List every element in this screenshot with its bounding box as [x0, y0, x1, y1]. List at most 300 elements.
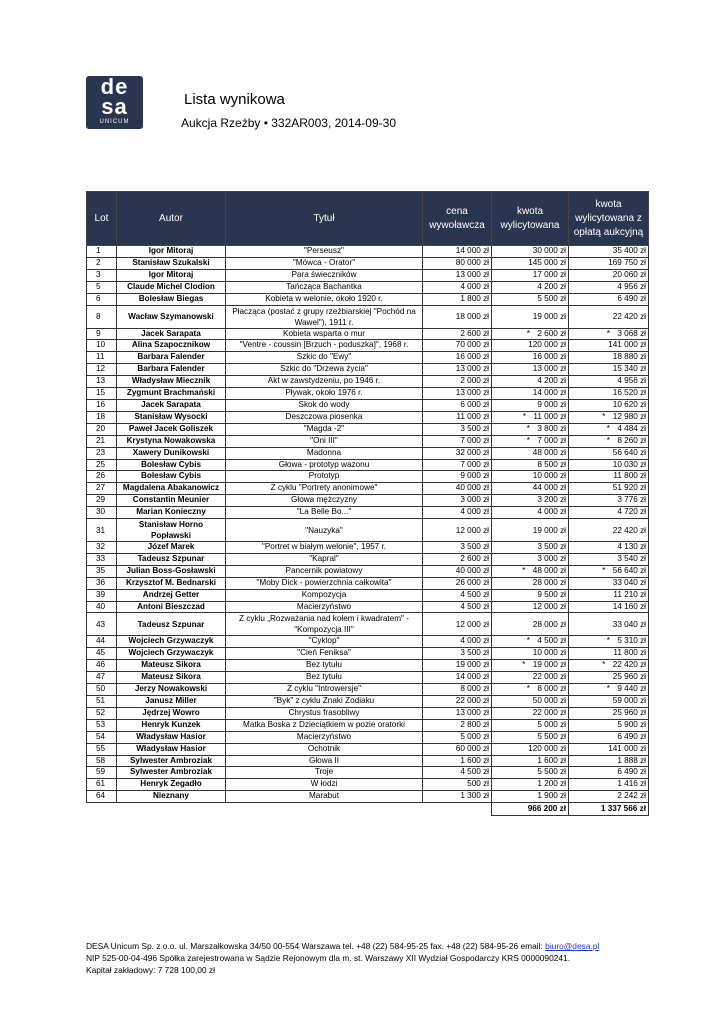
star-marker: [597, 619, 611, 630]
table-row: [87, 340, 649, 352]
star-marker: [597, 364, 611, 375]
star-marker: [597, 460, 611, 471]
cell-kwota: [492, 495, 569, 507]
star-marker: [601, 791, 615, 802]
cell-oplata-value: 4 484 zł: [617, 423, 646, 433]
cell-oplata-value: 10 620 zł: [612, 399, 646, 409]
cell-kwota-value: 22 000 zł: [532, 672, 566, 682]
cell-autor: Antoni Bieszczad: [117, 601, 226, 613]
cell-lot: 13: [87, 376, 117, 388]
cell-autor: Marian Konieczny: [117, 507, 226, 519]
cell-kwota: [492, 246, 569, 258]
star-marker: [521, 282, 535, 293]
cell-autor: Bolesław Cybis: [117, 471, 226, 483]
cell-autor: Igor Mitoraj: [117, 246, 226, 258]
table-row: [87, 553, 649, 565]
cell-kwota: [492, 553, 569, 565]
star-marker: [592, 744, 606, 755]
cell-oplata-value: 56 640 zł: [612, 447, 646, 457]
star-marker: [601, 767, 615, 778]
cell-tytul: Deszczowa piosenka: [226, 411, 423, 423]
cell-tytul: "Cień Feniksa": [226, 648, 423, 660]
star-marker: [601, 376, 615, 387]
email-link[interactable]: biuro@desa.pl: [545, 941, 600, 951]
cell-oplata-value: 3 068 zł: [617, 328, 646, 338]
cell-oplata: [569, 246, 649, 258]
cell-oplata: [569, 340, 649, 352]
star-marker: [597, 400, 611, 411]
cell-kwota: [492, 613, 569, 636]
table-row: [87, 364, 649, 376]
cell-cena: 14 000 zł: [423, 672, 492, 684]
logo-line-2: sa: [101, 94, 128, 119]
cell-oplata: [569, 565, 649, 577]
cell-kwota: [492, 376, 569, 388]
cell-kwota-value: 10 000 zł: [532, 471, 566, 481]
logo-line-3: UNICUM: [99, 119, 130, 125]
cell-autor: Henryk Zegadło: [117, 779, 226, 791]
desa-unicum-logo: [86, 76, 143, 129]
table-body: [87, 246, 649, 803]
cell-autor: Henryk Kunzek: [117, 719, 226, 731]
star-marker: *: [522, 565, 526, 575]
page-subtitle: Aukcja Rzeźby • 332AR003, 2014-09-30: [181, 116, 396, 130]
results-table: [86, 191, 649, 816]
cell-cena: 6 000 zł: [423, 399, 492, 411]
cell-oplata: [569, 577, 649, 589]
cell-oplata-value: 56 640 zł: [612, 565, 646, 575]
table-row: [87, 376, 649, 388]
cell-tytul: Skok do wody: [226, 399, 423, 411]
cell-lot: 39: [87, 589, 117, 601]
star-marker: [517, 246, 531, 257]
cell-kwota: [492, 684, 569, 696]
cell-oplata: [569, 364, 649, 376]
cell-cena: 70 000 zł: [423, 340, 492, 352]
cell-tytul: "Portret w białym welonie", 1957 r.: [226, 542, 423, 554]
cell-lot: 53: [87, 719, 117, 731]
cell-oplata: [569, 660, 649, 672]
cell-cena: 4 000 zł: [423, 281, 492, 293]
cell-kwota-value: 19 000 zł: [532, 660, 566, 670]
cell-kwota-value: 3 200 zł: [537, 495, 566, 505]
cell-kwota-value: 4 000 zł: [537, 507, 566, 517]
cell-kwota: [492, 447, 569, 459]
star-marker: *: [606, 328, 610, 338]
cell-autor: Zygmunt Brachmański: [117, 388, 226, 400]
cell-tytul: W łodzi: [226, 779, 423, 791]
cell-oplata: [569, 755, 649, 767]
cell-autor: Sylwester Ambroziak: [117, 767, 226, 779]
cell-lot: 51: [87, 696, 117, 708]
star-marker: [597, 483, 611, 494]
cell-autor: Wacław Szymanowski: [117, 305, 226, 328]
star-marker: [512, 744, 526, 755]
cell-lot: 59: [87, 767, 117, 779]
star-marker: *: [602, 660, 606, 670]
cell-autor: Magdalena Abakanowicz: [117, 483, 226, 495]
cell-cena: 4 500 zł: [423, 767, 492, 779]
star-marker: [517, 483, 531, 494]
cell-kwota: [492, 660, 569, 672]
cell-oplata: [569, 257, 649, 269]
cell-oplata-value: 6 490 zł: [617, 767, 646, 777]
star-marker: *: [526, 435, 530, 445]
cell-lot: 29: [87, 495, 117, 507]
cell-oplata-value: 33 040 zł: [612, 577, 646, 587]
star-marker: *: [606, 423, 610, 433]
cell-kwota: [492, 601, 569, 613]
cell-tytul: "Moby Dick - powierzchnia całkowita": [226, 577, 423, 589]
cell-tytul: "La Belle Bo...": [226, 507, 423, 519]
cell-kwota: [492, 743, 569, 755]
star-marker: [517, 578, 531, 589]
star-marker: [517, 448, 531, 459]
cell-lot: 21: [87, 435, 117, 447]
cell-tytul: Prototyp: [226, 471, 423, 483]
cell-tytul: Marabut: [226, 791, 423, 803]
cell-autor: Władysław Hasior: [117, 731, 226, 743]
table-header-row: [87, 192, 649, 246]
cell-oplata: [569, 636, 649, 648]
cell-cena: 3 500 zł: [423, 648, 492, 660]
table-row: [87, 459, 649, 471]
total-oplata: 1 337 566 zł: [569, 803, 649, 816]
star-marker: [521, 720, 535, 731]
cell-cena: 2 800 zł: [423, 719, 492, 731]
cell-cena: 3 500 zł: [423, 423, 492, 435]
cell-kwota-value: 11 000 zł: [533, 411, 566, 421]
cell-kwota: [492, 483, 569, 495]
cell-kwota: [492, 648, 569, 660]
table-row: [87, 707, 649, 719]
cell-tytul: Bez tytułu: [226, 660, 423, 672]
table-row: [87, 767, 649, 779]
cell-kwota-value: 4 200 zł: [537, 376, 566, 386]
cell-tytul: Tańcząca Bachantka: [226, 281, 423, 293]
star-marker: *: [526, 328, 530, 338]
cell-tytul: Matka Boska z Dzieciątkiem w pozie oratorki: [226, 719, 423, 731]
cell-lot: 16: [87, 399, 117, 411]
totals-row: [87, 803, 649, 816]
table-row: [87, 388, 649, 400]
cell-oplata: [569, 507, 649, 519]
cell-autor: Jacek Sarapata: [117, 328, 226, 340]
cell-autor: Bolesław Cybis: [117, 459, 226, 471]
cell-lot: 35: [87, 565, 117, 577]
cell-kwota-value: 2 600 zł: [537, 328, 566, 338]
cell-oplata: [569, 388, 649, 400]
table-row: [87, 779, 649, 791]
cell-autor: Julian Boss-Gosławski: [117, 565, 226, 577]
table-row: [87, 507, 649, 519]
star-marker: [597, 525, 611, 536]
cell-tytul: Kobieta w welonie, około 1920 r.: [226, 293, 423, 305]
cell-lot: 25: [87, 459, 117, 471]
cell-oplata-value: 141 000 zł: [608, 340, 646, 350]
table-row: [87, 305, 649, 328]
star-marker: [597, 388, 611, 399]
cell-cena: 13 000 zł: [423, 269, 492, 281]
cell-oplata-value: 5 310 zł: [617, 636, 646, 646]
cell-tytul: "Ventre - coussin [Brzuch - poduszka]", 1968 r.: [226, 340, 423, 352]
cell-lot: 52: [87, 707, 117, 719]
cell-oplata: [569, 269, 649, 281]
cell-lot: 36: [87, 577, 117, 589]
cell-oplata-value: 4 130 zł: [617, 542, 646, 552]
cell-autor: Władysław Miecznik: [117, 376, 226, 388]
column-header-kwota-z-oplata: kwota wylicytowana z opłatą aukcyjną: [569, 192, 649, 246]
cell-kwota: [492, 328, 569, 340]
cell-oplata-value: 25 960 zł: [612, 672, 646, 682]
star-marker: [517, 708, 531, 719]
cell-cena: 7 000 zł: [423, 459, 492, 471]
cell-kwota-value: 8 000 zł: [537, 684, 566, 694]
cell-tytul: Głowa - prototyp wazonu: [226, 459, 423, 471]
star-marker: [517, 648, 531, 659]
table-row: [87, 636, 649, 648]
cell-kwota-value: 9 500 zł: [537, 589, 566, 599]
cell-autor: Barbara Falender: [117, 364, 226, 376]
table-row: [87, 519, 649, 542]
cell-autor: Bolesław Biegas: [117, 293, 226, 305]
star-marker: [521, 294, 535, 305]
cell-tytul: Akt w zawstydzeniu, po 1946 r.: [226, 376, 423, 388]
star-marker: [601, 282, 615, 293]
cell-oplata: [569, 376, 649, 388]
cell-lot: 5: [87, 281, 117, 293]
star-marker: [521, 542, 535, 553]
cell-lot: 33: [87, 553, 117, 565]
column-header-autor: Autor: [117, 192, 226, 246]
cell-lot: 30: [87, 507, 117, 519]
cell-cena: 1 800 zł: [423, 293, 492, 305]
cell-kwota-value: 145 000 zł: [528, 257, 566, 267]
cell-kwota: [492, 719, 569, 731]
cell-kwota-value: 13 000 zł: [532, 364, 566, 374]
cell-cena: 16 000 zł: [423, 352, 492, 364]
star-marker: [517, 364, 531, 375]
cell-lot: 3: [87, 269, 117, 281]
star-marker: [601, 720, 615, 731]
cell-autor: Krzysztof M. Bednarski: [117, 577, 226, 589]
cell-kwota-value: 22 000 zł: [532, 707, 566, 717]
cell-kwota-value: 120 000 zł: [528, 340, 566, 350]
cell-kwota: [492, 388, 569, 400]
cell-lot: 54: [87, 731, 117, 743]
cell-cena: 500 zł: [423, 779, 492, 791]
star-marker: [517, 388, 531, 399]
table-row: [87, 423, 649, 435]
cell-tytul: Para świeczników: [226, 269, 423, 281]
star-marker: [597, 672, 611, 683]
star-marker: [597, 696, 611, 707]
cell-cena: 8 000 zł: [423, 684, 492, 696]
cell-oplata-value: 22 420 zł: [612, 312, 646, 322]
cell-cena: 80 000 zł: [423, 257, 492, 269]
star-marker: [597, 352, 611, 363]
cell-kwota: [492, 589, 569, 601]
cell-cena: 9 000 zł: [423, 471, 492, 483]
star-marker: [517, 311, 531, 322]
cell-cena: 13 000 zł: [423, 388, 492, 400]
star-marker: [597, 311, 611, 322]
cell-kwota-value: 28 000 zł: [532, 577, 566, 587]
cell-oplata-value: 169 750 zł: [608, 257, 646, 267]
cell-lot: 8: [87, 305, 117, 328]
cell-kwota: [492, 672, 569, 684]
cell-cena: 4 500 zł: [423, 601, 492, 613]
cell-kwota-value: 12 000 zł: [532, 601, 566, 611]
cell-kwota: [492, 305, 569, 328]
table-row: [87, 672, 649, 684]
cell-lot: 40: [87, 601, 117, 613]
cell-tytul: Z cyklu "Introwersje": [226, 684, 423, 696]
cell-oplata-value: 6 490 zł: [617, 731, 646, 741]
cell-cena: 4 000 zł: [423, 636, 492, 648]
cell-kwota-value: 5 500 zł: [537, 731, 566, 741]
star-marker: [517, 696, 531, 707]
cell-cena: 40 000 zł: [423, 483, 492, 495]
table-row: [87, 269, 649, 281]
cell-kwota: [492, 293, 569, 305]
cell-oplata-value: 6 490 zł: [617, 293, 646, 303]
cell-kwota: [492, 257, 569, 269]
cell-kwota: [492, 791, 569, 803]
cell-tytul: "Perseusz": [226, 246, 423, 258]
cell-kwota-value: 3 500 zł: [537, 542, 566, 552]
cell-tytul: Z cyklu „Rozważania nad kołem i kwadratem" - "Kompozycja III": [226, 613, 423, 636]
table-row: [87, 257, 649, 269]
table-row: [87, 660, 649, 672]
cell-lot: 47: [87, 672, 117, 684]
cell-tytul: Bez tytułu: [226, 672, 423, 684]
star-marker: *: [526, 423, 530, 433]
cell-oplata-value: 5 900 zł: [617, 719, 646, 729]
cell-oplata: [569, 293, 649, 305]
cell-autor: Stanisław Horno Popławski: [117, 519, 226, 542]
star-marker: [521, 460, 535, 471]
cell-kwota: [492, 577, 569, 589]
star-marker: [601, 542, 615, 553]
cell-lot: 12: [87, 364, 117, 376]
cell-cena: 2 600 zł: [423, 553, 492, 565]
cell-kwota-value: 8 500 zł: [537, 459, 566, 469]
cell-tytul: Madonna: [226, 447, 423, 459]
cell-oplata-value: 22 420 zł: [612, 525, 646, 535]
cell-cena: 4 500 zł: [423, 589, 492, 601]
cell-cena: 7 000 zł: [423, 435, 492, 447]
star-marker: *: [606, 636, 610, 646]
cell-oplata: [569, 542, 649, 554]
star-marker: [592, 258, 606, 269]
column-header-cena: cena wywoławcza: [423, 192, 492, 246]
logo-line-1: de: [100, 74, 129, 99]
cell-cena: 40 000 zł: [423, 565, 492, 577]
cell-kwota: [492, 281, 569, 293]
cell-oplata: [569, 684, 649, 696]
cell-tytul: Chrystus frasobliwy: [226, 707, 423, 719]
cell-lot: 2: [87, 257, 117, 269]
table-row: [87, 696, 649, 708]
cell-autor: Xawery Dunikowski: [117, 447, 226, 459]
cell-kwota: [492, 364, 569, 376]
cell-cena: 60 000 zł: [423, 743, 492, 755]
star-marker: [521, 791, 535, 802]
page-title: Lista wynikowa: [184, 91, 285, 108]
star-marker: [597, 578, 611, 589]
column-header-kwota: kwota wylicytowana: [492, 192, 569, 246]
cell-oplata: [569, 483, 649, 495]
cell-autor: Andrzej Getter: [117, 589, 226, 601]
cell-oplata: [569, 352, 649, 364]
cell-kwota: [492, 435, 569, 447]
cell-kwota-value: 9 000 zł: [537, 399, 566, 409]
cell-kwota-value: 1 200 zł: [537, 779, 566, 789]
footer-address: DESA Unicum Sp. z o.o. ul. Marszałkowska 34/50 00-554 Warszawa tel. +48 (22) 584-95-25 fax. +48 (22) 584-95-26 email:: [86, 941, 546, 951]
cell-oplata: [569, 601, 649, 613]
cell-oplata-value: 4 956 zł: [617, 376, 646, 386]
table-row: [87, 719, 649, 731]
cell-autor: Igor Mitoraj: [117, 269, 226, 281]
star-marker: [517, 270, 531, 281]
cell-cena: 32 000 zł: [423, 447, 492, 459]
table-row: [87, 791, 649, 803]
star-marker: [601, 554, 615, 565]
cell-kwota-value: 16 000 zł: [532, 352, 566, 362]
cell-kwota: [492, 471, 569, 483]
cell-autor: Wojciech Grzywaczyk: [117, 648, 226, 660]
table-row: [87, 411, 649, 423]
cell-autor: Władysław Hasior: [117, 743, 226, 755]
star-marker: [521, 495, 535, 506]
cell-lot: 32: [87, 542, 117, 554]
star-marker: *: [526, 636, 530, 646]
star-marker: *: [522, 411, 526, 421]
cell-kwota: [492, 565, 569, 577]
cell-oplata: [569, 696, 649, 708]
table-row: [87, 483, 649, 495]
star-marker: [521, 554, 535, 565]
table-row: [87, 755, 649, 767]
cell-cena: 12 000 zł: [423, 519, 492, 542]
star-marker: *: [522, 660, 526, 670]
table-row: [87, 495, 649, 507]
cell-lot: 26: [87, 471, 117, 483]
cell-tytul: "Kapral": [226, 553, 423, 565]
cell-lot: 64: [87, 791, 117, 803]
star-marker: [521, 756, 535, 767]
cell-kwota-value: 48 000 zł: [532, 447, 566, 457]
cell-oplata: [569, 459, 649, 471]
star-marker: [521, 590, 535, 601]
cell-autor: Wojciech Grzywaczyk: [117, 636, 226, 648]
cell-kwota: [492, 423, 569, 435]
cell-kwota-value: 30 000 zł: [532, 246, 566, 255]
cell-autor: Paweł Jacek Goliszek: [117, 423, 226, 435]
cell-oplata: [569, 779, 649, 791]
cell-lot: 45: [87, 648, 117, 660]
cell-lot: 46: [87, 660, 117, 672]
footer-line-3: Kapitał zakładowy: 7 728 100,00 zł: [86, 965, 215, 975]
cell-oplata-value: 10 030 zł: [612, 459, 646, 469]
cell-autor: Sylwester Ambroziak: [117, 755, 226, 767]
cell-cena: 1 300 zł: [423, 791, 492, 803]
cell-kwota: [492, 755, 569, 767]
cell-lot: 61: [87, 779, 117, 791]
cell-oplata-value: 33 040 zł: [612, 619, 646, 629]
cell-autor: Tadeusz Szpunar: [117, 553, 226, 565]
